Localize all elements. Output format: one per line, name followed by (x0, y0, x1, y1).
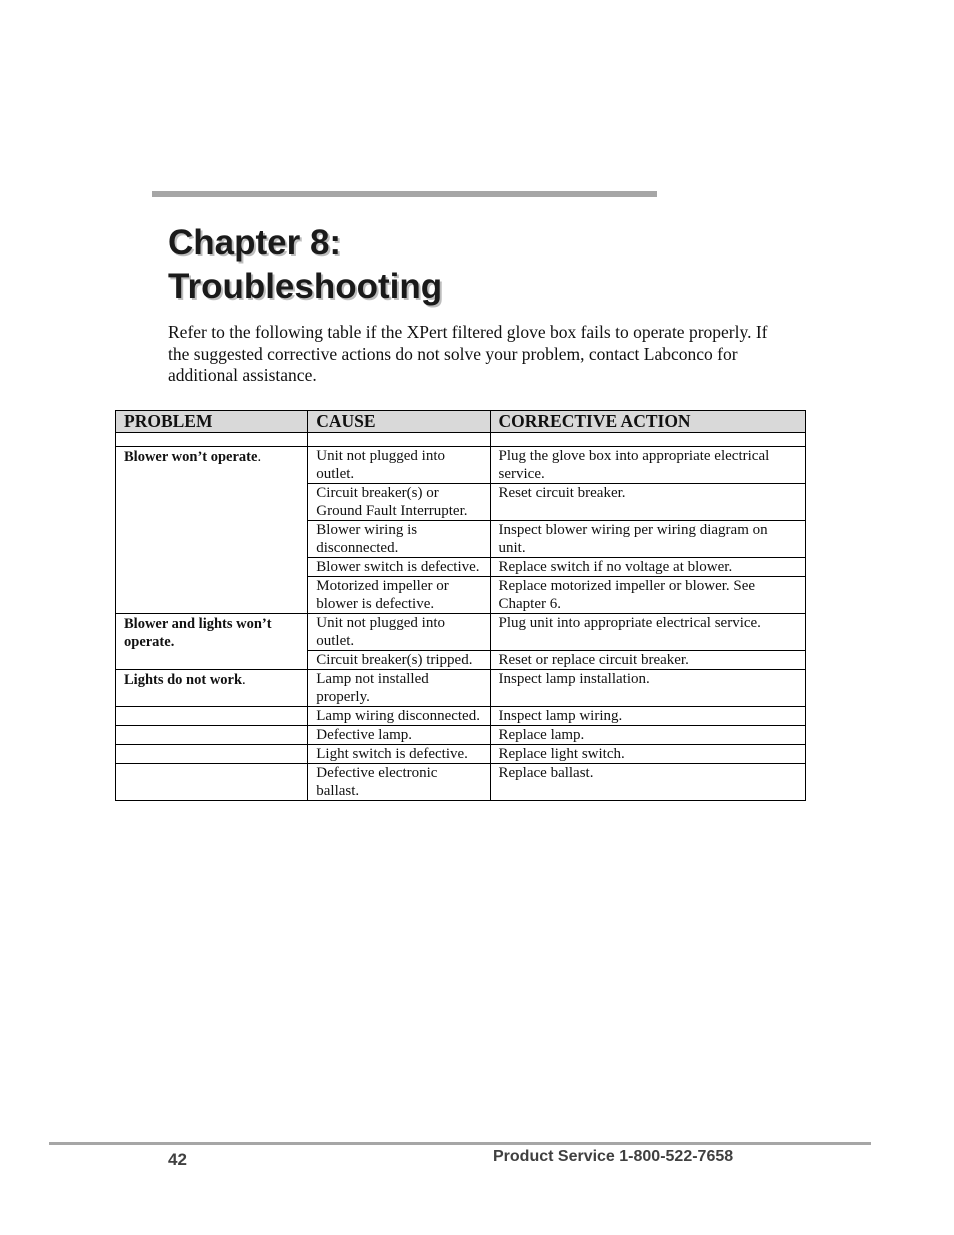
problem-cell-empty (116, 707, 308, 726)
chapter-title-line2: Troubleshooting (168, 267, 443, 306)
problem-label: Blower won’t operate (124, 449, 258, 465)
top-divider (152, 191, 657, 197)
cause-cell: Defective lamp. (308, 726, 490, 745)
table-row (116, 707, 806, 726)
cause-cell: Unit not plugged into outlet. (308, 447, 490, 484)
action-cell: Inspect blower wiring per wiring diagram on unit. (490, 521, 805, 558)
action-cell: Replace switch if no voltage at blower. (490, 558, 805, 577)
cause-cell: Blower switch is defective. (308, 558, 490, 577)
intro-paragraph: Refer to the following table if the XPert filtered glove box fails to operate properly. If the suggested corrective actions do not solve your problem, contact Labconco for additional assistance. (168, 322, 768, 386)
problem-cell-empty (116, 745, 308, 764)
cause-cell: Blower wiring is disconnected. (308, 521, 490, 558)
problem-cell: Lights do not work. (116, 670, 308, 707)
action-cell: Replace light switch. (490, 745, 805, 764)
header-cause: CAUSE (308, 411, 490, 433)
problem-cell-empty (116, 764, 308, 801)
problem-label: Lights do not work (124, 672, 243, 688)
cause-cell: Light switch is defective. (308, 745, 490, 764)
action-cell: Plug the glove box into appropriate electrical service. (490, 447, 805, 484)
page-number: 42 (168, 1150, 187, 1169)
cause-cell: Circuit breaker(s) or Ground Fault Interrupter. (308, 484, 490, 521)
action-cell: Replace ballast. (490, 764, 805, 801)
footer-divider (49, 1142, 871, 1145)
table-row (116, 764, 806, 801)
action-cell: Plug unit into appropriate electrical service. (490, 614, 805, 651)
cause-cell: Lamp not installed properly. (308, 670, 490, 707)
table-header-row (116, 411, 806, 433)
header-problem: PROBLEM (116, 411, 308, 433)
table-row (116, 670, 806, 707)
action-cell: Inspect lamp installation. (490, 670, 805, 707)
table-row (116, 614, 806, 651)
table-row (116, 726, 806, 745)
table-spacer-row (116, 433, 806, 447)
product-service-text: Product Service 1-800-522-7658 (493, 1148, 734, 1165)
action-cell: Replace lamp. (490, 726, 805, 745)
table-row (116, 447, 806, 484)
problem-cell: Blower and lights won’t operate. (116, 614, 308, 670)
action-cell: Inspect lamp wiring. (490, 707, 805, 726)
cause-cell: Circuit breaker(s) tripped. (308, 651, 490, 670)
header-corrective-action: CORRECTIVE ACTION (490, 411, 805, 433)
action-cell: Reset circuit breaker. (490, 484, 805, 521)
problem-cell: Blower won’t operate. (116, 447, 308, 614)
chapter-title (168, 221, 442, 309)
cause-cell: Unit not plugged into outlet. (308, 614, 490, 651)
action-cell: Reset or replace circuit breaker. (490, 651, 805, 670)
troubleshooting-table (115, 410, 806, 801)
chapter-title-line1: Chapter 8: (168, 223, 342, 262)
cause-cell: Defective electronic ballast. (308, 764, 490, 801)
table-row (116, 745, 806, 764)
action-cell: Replace motorized impeller or blower. See Chapter 6. (490, 577, 805, 614)
cause-cell: Lamp wiring disconnected. (308, 707, 490, 726)
cause-cell: Motorized impeller or blower is defective. (308, 577, 490, 614)
problem-cell-empty (116, 726, 308, 745)
